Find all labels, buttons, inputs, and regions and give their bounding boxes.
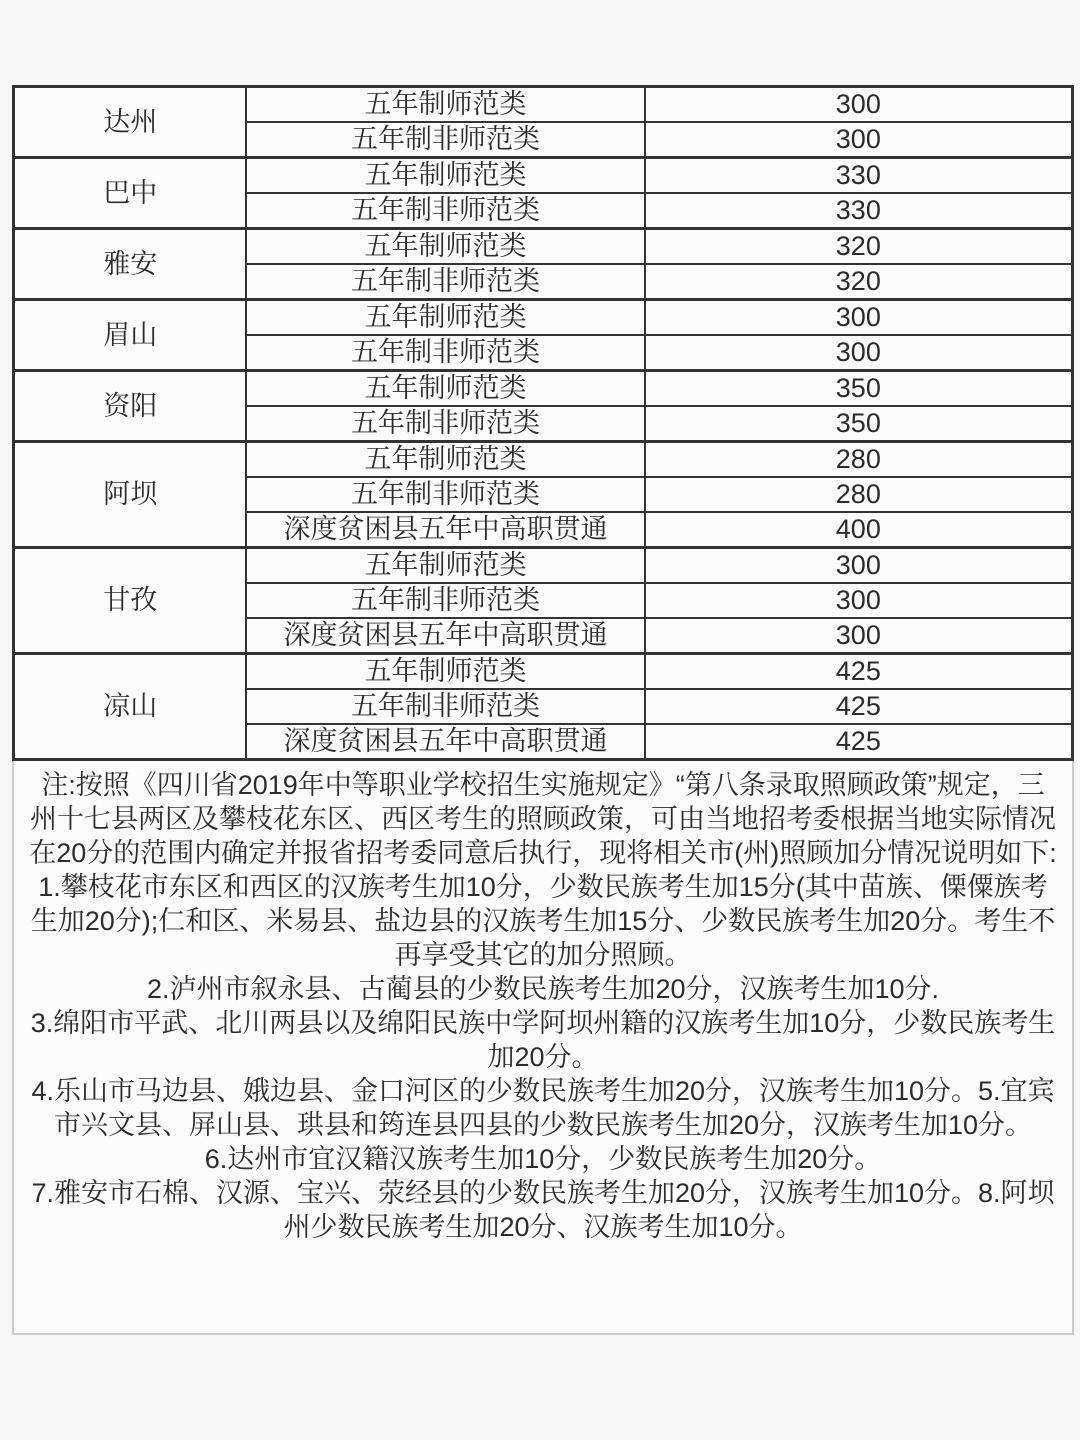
program-cell: 五年制非师范类 xyxy=(246,335,644,371)
program-cell: 深度贫困县五年中高职贯通 xyxy=(246,512,644,548)
table-row xyxy=(14,300,1073,336)
program-cell: 五年制非师范类 xyxy=(246,264,644,300)
score-cell: 350 xyxy=(645,406,1073,442)
city-cell: 雅安 xyxy=(14,229,247,300)
program-cell: 五年制非师范类 xyxy=(246,193,644,229)
score-cell: 300 xyxy=(645,300,1073,336)
program-cell: 五年制师范类 xyxy=(246,371,644,407)
table-row xyxy=(14,229,1073,265)
city-cell: 阿坝 xyxy=(14,442,247,548)
program-cell: 深度贫困县五年中高职贯通 xyxy=(246,618,644,654)
note-paragraph: 3.绵阳市平武、北川两县以及绵阳民族中学阿坝州籍的汉族考生加10分，少数民族考生加20分。 xyxy=(30,1008,1056,1072)
note-paragraph: 1.攀枝花市东区和西区的汉族考生加10分，少数民族考生加15分(其中苗族、傈僳族考生加20分);仁和区、米易县、盐边县的汉族考生加15分、少数民族考生加20分。考生不再享受其它的加分照顾。 xyxy=(30,872,1056,970)
table-row xyxy=(14,87,1073,123)
program-cell: 五年制非师范类 xyxy=(246,689,644,724)
note-paragraph: 4.乐山市马边县、娥边县、金口河区的少数民族考生加20分，汉族考生加10分。5.宜宾市兴文县、屏山县、珙县和筠连县四县的少数民族考生加20分，汉族考生加10分。 xyxy=(31,1076,1055,1140)
score-cell: 425 xyxy=(645,654,1073,690)
city-cell: 资阳 xyxy=(14,371,247,442)
table-row xyxy=(14,548,1073,584)
score-cell: 425 xyxy=(645,724,1073,760)
program-cell: 五年制师范类 xyxy=(246,442,644,478)
score-cell: 300 xyxy=(645,548,1073,584)
city-cell: 巴中 xyxy=(14,158,247,229)
score-cell: 300 xyxy=(645,335,1073,371)
city-cell: 甘孜 xyxy=(14,548,247,654)
program-cell: 五年制师范类 xyxy=(246,87,644,123)
program-cell: 五年制师范类 xyxy=(246,548,644,584)
program-cell: 五年制师范类 xyxy=(246,300,644,336)
program-cell: 五年制非师范类 xyxy=(246,477,644,512)
note-paragraph: 注:按照《四川省2019年中等职业学校招生实施规定》“第八条录取照顾政策”规定，三州十七县两区及攀枝花东区、西区考生的照顾政策，可由当地招考委根据当地实际情况在20分的范围内确定并报省招考委同意后执行，现将相关市(州)照顾加分情况说明如下: xyxy=(29,770,1057,868)
city-cell: 眉山 xyxy=(14,300,247,371)
notes-section xyxy=(12,761,1074,1335)
score-cell: 400 xyxy=(645,512,1073,548)
note-paragraph: 2.泸州市叙永县、古蔺县的少数民族考生加20分，汉族考生加10分. xyxy=(146,974,940,1004)
program-cell: 五年制非师范类 xyxy=(246,122,644,158)
score-table-body xyxy=(14,87,1073,760)
program-cell: 五年制师范类 xyxy=(246,654,644,690)
score-cell: 280 xyxy=(645,477,1073,512)
score-cell: 425 xyxy=(645,689,1073,724)
score-cell: 300 xyxy=(645,122,1073,158)
score-cell: 350 xyxy=(645,371,1073,407)
table-row xyxy=(14,654,1073,690)
score-cell: 300 xyxy=(645,583,1073,618)
note-paragraph: 7.雅安市石棉、汉源、宝兴、荥经县的少数民族考生加20分，汉族考生加10分。8.阿坝州少数民族考生加20分、汉族考生加10分。 xyxy=(31,1178,1055,1242)
table-row xyxy=(14,442,1073,478)
note-paragraph: 6.达州市宜汉籍汉族考生加10分，少数民族考生加20分。 xyxy=(204,1144,882,1174)
score-cell: 280 xyxy=(645,442,1073,478)
city-cell: 达州 xyxy=(14,87,247,158)
program-cell: 五年制师范类 xyxy=(246,229,644,265)
score-cell: 330 xyxy=(645,193,1073,229)
score-cell: 300 xyxy=(645,618,1073,654)
table-row xyxy=(14,371,1073,407)
city-cell: 凉山 xyxy=(14,654,247,760)
score-cell: 330 xyxy=(645,158,1073,194)
score-cell: 300 xyxy=(645,87,1073,123)
program-cell: 深度贫困县五年中高职贯通 xyxy=(246,724,644,760)
content-sheet xyxy=(12,85,1074,1335)
score-cell: 320 xyxy=(645,264,1073,300)
score-cell: 320 xyxy=(645,229,1073,265)
program-cell: 五年制师范类 xyxy=(246,158,644,194)
program-cell: 五年制非师范类 xyxy=(246,583,644,618)
score-table xyxy=(12,85,1074,761)
table-row xyxy=(14,158,1073,194)
program-cell: 五年制非师范类 xyxy=(246,406,644,442)
